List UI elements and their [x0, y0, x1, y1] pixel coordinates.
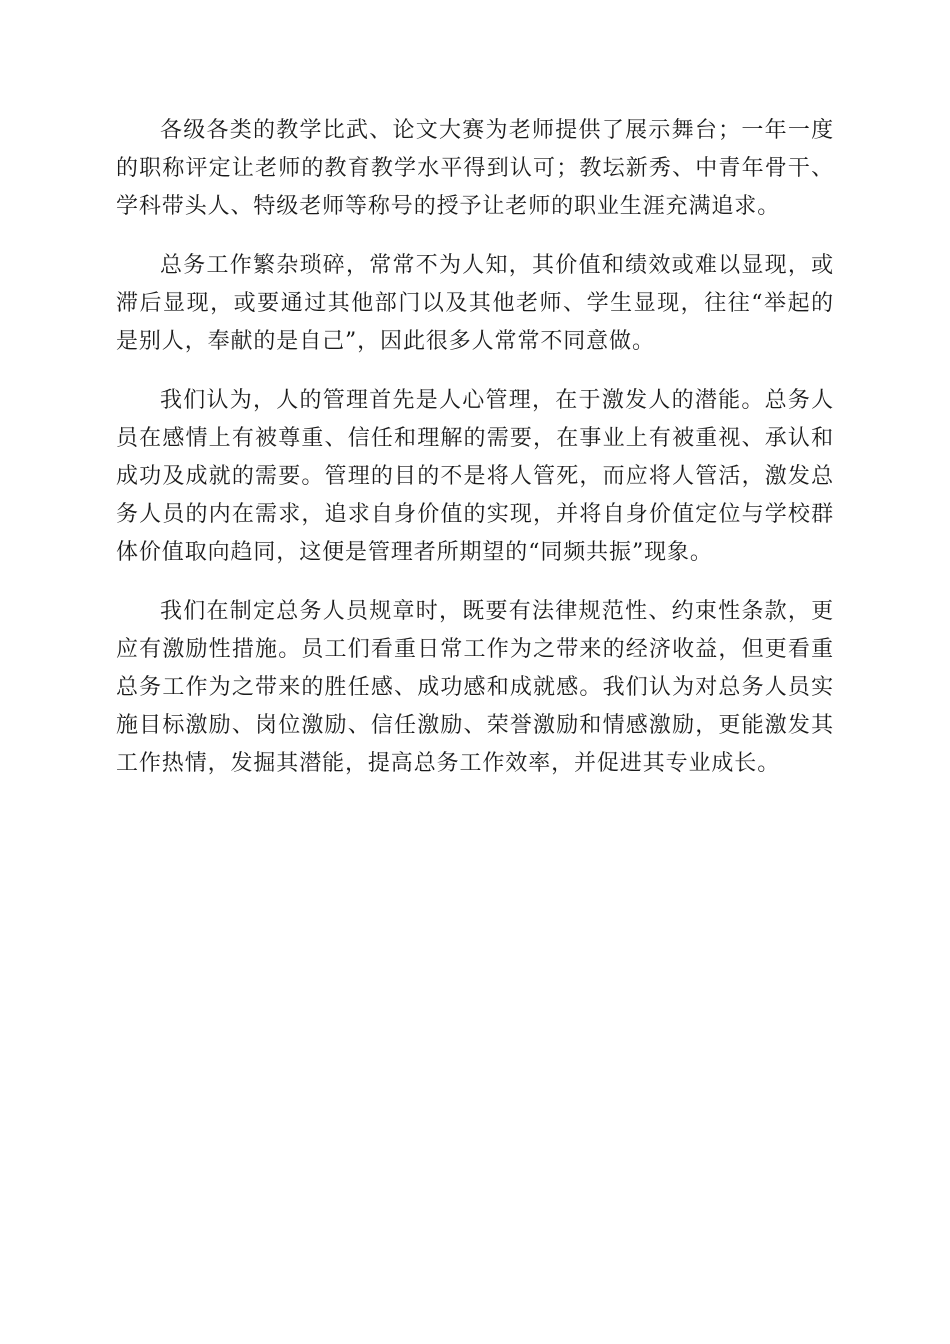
paragraph-incentive-measures: 我们在制定总务人员规章时，既要有法律规范性、约束性条款，更应有激励性措施。员工们看重日常工作为之带来的经济收益，但更看重总务工作为之带来的胜任感、成功感和成就感。我们认为对总务人员实施目标激励、岗位激励、信任激励、荣誉激励和情感激励，更能激发其工作热情，发掘其潜能，提高总务工作效率，并促进其专业成长。: [116, 599, 834, 776]
paragraph-people-management: 我们认为，人的管理首先是人心管理，在于激发人的潜能。总务人员在感情上有被尊重、信任和理解的需要，在事业上有被重视、承认和成功及成就的需要。管理的目的不是将人管死，而应将人管活，激发总务人员的内在需求，追求自身价值的实现，并将自身价值定位与学校群体价值取向趋同，这便是管理者所期望的“同频共振”现象。: [116, 388, 834, 565]
paragraph-teacher-recognition: 各级各类的教学比武、论文大赛为老师提供了展示舞台；一年一度的职称评定让老师的教育教学水平得到认可；教坛新秀、中青年骨干、学科带头人、特级老师等称号的授予让老师的职业生涯充满追求。: [116, 118, 834, 219]
document-body: [116, 112, 834, 804]
paragraph-general-affairs-nature: 总务工作繁杂琐碎，常常不为人知，其价值和绩效或难以显现，或滞后显现，或要通过其他部门以及其他老师、学生显现，往往“举起的是别人，奉献的是自己”，因此很多人常常不同意做。: [116, 253, 834, 354]
